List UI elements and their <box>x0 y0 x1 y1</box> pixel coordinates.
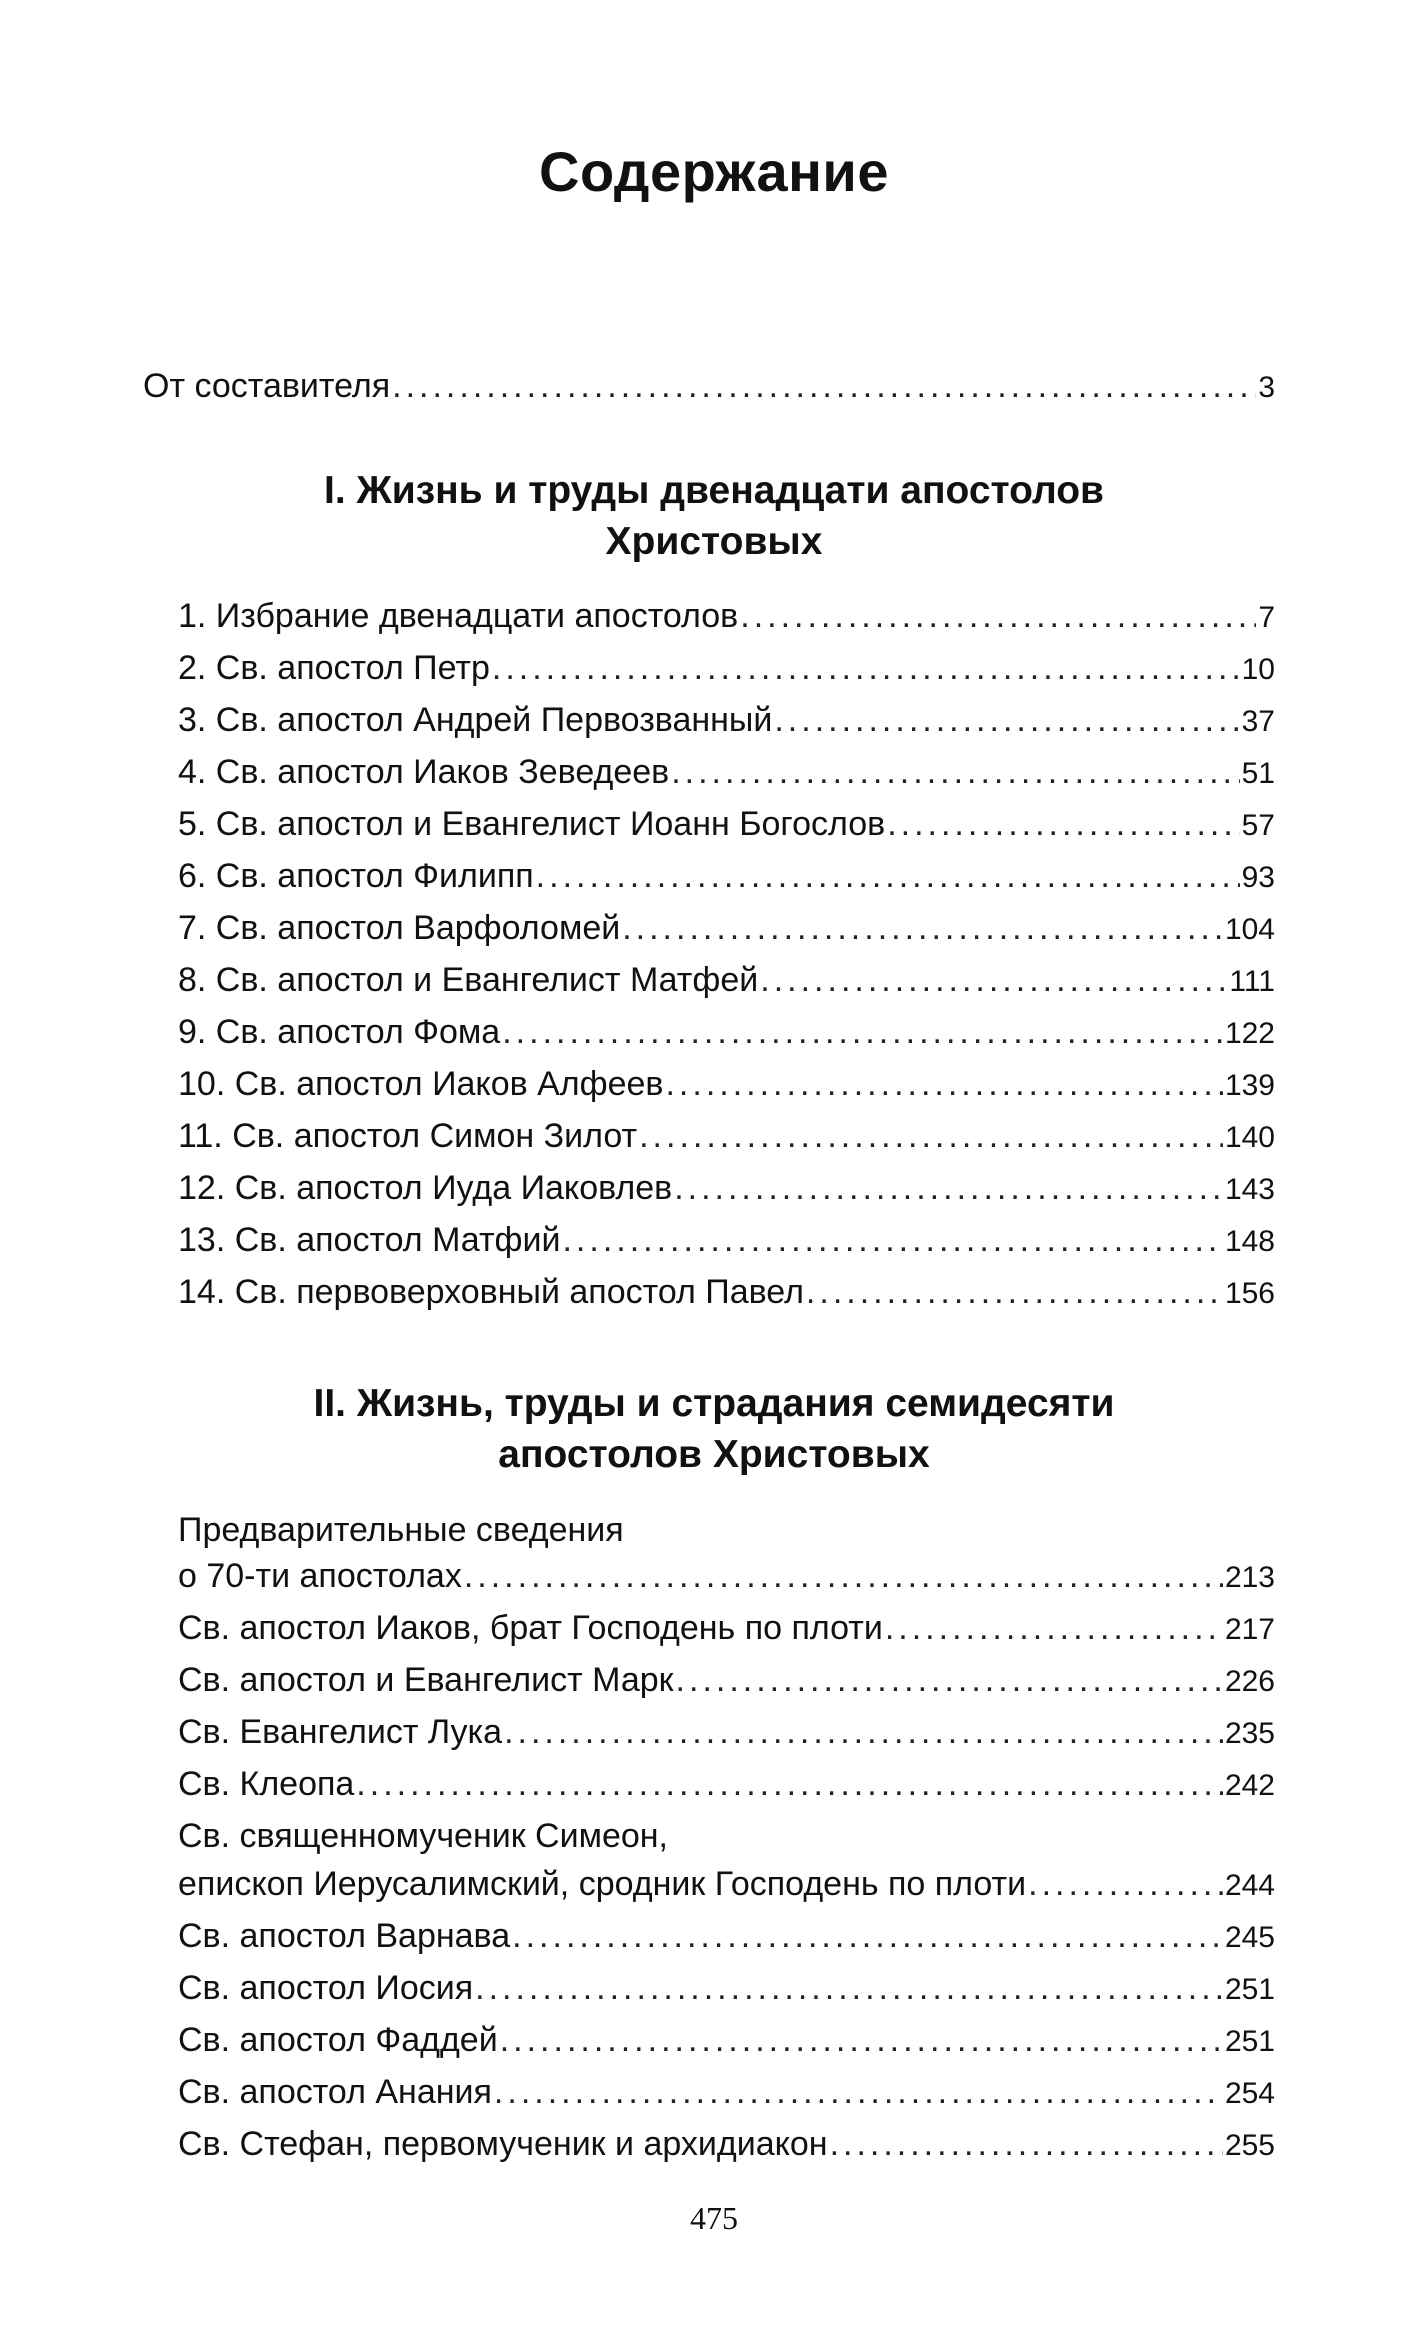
toc-entry-first-line: Св. священномученик Симеон, <box>178 1817 668 1855</box>
toc-entry-page: 57 <box>1241 809 1275 842</box>
toc-entry[interactable] <box>178 596 1275 638</box>
dot-leader <box>504 1712 1223 1752</box>
dot-leader <box>887 804 1239 844</box>
dot-leader <box>671 752 1239 792</box>
dot-leader <box>674 1168 1223 1208</box>
toc-entry-label: 4. Св. апостол Иаков Зеведеев <box>178 753 670 791</box>
dot-leader <box>500 2020 1223 2060</box>
toc-entry-label: Св. Стефан, первомученик и архидиакон <box>178 2125 828 2163</box>
dot-leader <box>464 1556 1223 1596</box>
toc-entry-page: 143 <box>1224 1173 1275 1206</box>
toc-entry[interactable] <box>178 700 1275 742</box>
dot-leader <box>665 1064 1222 1104</box>
dot-leader <box>494 2072 1223 2112</box>
dot-leader <box>622 908 1223 948</box>
toc-entry[interactable] <box>178 1168 1275 1210</box>
toc-entry[interactable] <box>178 1220 1275 1262</box>
dot-leader <box>806 1272 1223 1312</box>
toc-entry-page: 3 <box>1258 371 1275 404</box>
toc-entry-page: 51 <box>1241 757 1275 790</box>
toc-entry[interactable] <box>178 1712 1275 1754</box>
toc-entry-page: 242 <box>1224 1769 1275 1802</box>
toc-entry-label: От составителя <box>143 367 391 405</box>
toc-entry[interactable] <box>178 2124 1275 2166</box>
toc-entry-label: 12. Св. апостол Иуда Иаковлев <box>178 1169 673 1207</box>
toc-entry-label: Св. апостол Иосия <box>178 1969 474 2007</box>
toc-entry[interactable] <box>178 648 1275 690</box>
toc-entry-first-line: Предварительные сведения <box>178 1511 624 1549</box>
toc-entry-label: о 70-ти апостолах <box>178 1557 462 1595</box>
toc-entry-page: 139 <box>1224 1069 1275 1102</box>
section-1-heading-line1: I. Жизнь и труды двенадцати апостолов <box>323 469 1105 512</box>
toc-entry-label: 10. Св. апостол Иаков Алфеев <box>178 1065 664 1103</box>
toc-entry-page: 37 <box>1241 705 1275 738</box>
dot-leader <box>676 1660 1223 1700</box>
toc-entry[interactable] <box>178 960 1275 1002</box>
dot-leader <box>512 1916 1223 1956</box>
toc-entry[interactable] <box>178 1864 1275 1906</box>
dot-leader <box>502 1012 1223 1052</box>
dot-leader <box>774 700 1239 740</box>
dot-leader <box>760 960 1227 1000</box>
toc-entry-label: 6. Св. апостол Филипп <box>178 857 534 895</box>
toc-entry-intro[interactable] <box>143 366 1275 408</box>
toc-entry-page: 156 <box>1224 1277 1275 1310</box>
toc-entry[interactable] <box>178 804 1275 846</box>
section-2-heading-line1: II. Жизнь, труды и страдания семидесяти <box>313 1382 1115 1425</box>
toc-entry[interactable] <box>178 1012 1275 1054</box>
toc-entry-page: 235 <box>1224 1717 1275 1750</box>
dot-leader <box>392 366 1256 406</box>
toc-entry[interactable] <box>178 1968 1275 2010</box>
toc-entry-label: Св. апостол Варнава <box>178 1917 511 1955</box>
toc-entry-label: 11. Св. апостол Симон Зилот <box>178 1117 638 1155</box>
toc-entry-page: 255 <box>1224 2129 1275 2162</box>
toc-entry-page: 122 <box>1224 1017 1275 1050</box>
dot-leader <box>1028 1864 1223 1904</box>
toc-entry-label: епископ Иерусалимский, сродник Господень по плоти <box>178 1865 1027 1903</box>
toc-entry-page: 10 <box>1241 653 1275 686</box>
dot-leader <box>740 596 1256 636</box>
dot-leader <box>562 1220 1222 1260</box>
toc-entry-page: 244 <box>1224 1869 1275 1902</box>
toc-entry-label: Св. апостол Анания <box>178 2073 492 2111</box>
toc-entry-page: 93 <box>1241 861 1275 894</box>
toc-entry[interactable] <box>178 752 1275 794</box>
toc-entry[interactable] <box>178 1660 1275 1702</box>
toc-entry-label: Св. апостол Иаков, брат Господень по плоти <box>178 1609 883 1647</box>
section-2-heading-line2: апостолов Христовых <box>498 1433 930 1476</box>
toc-entry-label: 7. Св. апостол Варфоломей <box>178 909 621 947</box>
toc-entry[interactable] <box>178 1116 1275 1158</box>
toc-entry-page: 140 <box>1224 1121 1275 1154</box>
dot-leader <box>356 1764 1223 1804</box>
toc-entry-page: 104 <box>1224 913 1275 946</box>
dot-leader <box>885 1608 1223 1648</box>
toc-entry[interactable] <box>178 1272 1275 1314</box>
toc-entry[interactable] <box>178 2072 1275 2114</box>
toc-entry-label: 14. Св. первоверховный апостол Павел <box>178 1273 804 1311</box>
toc-entry-page: 148 <box>1224 1225 1275 1258</box>
dot-leader <box>639 1116 1223 1156</box>
toc-entry[interactable] <box>178 1608 1275 1650</box>
toc-entry-label: Св. апостол и Евангелист Марк <box>178 1661 674 1699</box>
toc-entry-label: 3. Св. апостол Андрей Первозванный <box>178 701 773 739</box>
toc-entry-label: Св. апостол Фаддей <box>178 2021 498 2059</box>
toc-entry-label: 1. Избрание двенадцати апостолов <box>178 597 739 635</box>
toc-entry-label: 8. Св. апостол и Евангелист Матфей <box>178 961 759 999</box>
toc-entry[interactable] <box>178 1764 1275 1806</box>
toc-entry[interactable] <box>178 2020 1275 2062</box>
toc-entry-page: 251 <box>1224 1973 1275 2006</box>
toc-entry-page: 251 <box>1224 2025 1275 2058</box>
dot-leader <box>830 2124 1223 2164</box>
toc-entry[interactable] <box>178 856 1275 898</box>
page-title: Содержание <box>539 140 889 203</box>
toc-entry-page: 245 <box>1224 1921 1275 1954</box>
toc-entry-page: 111 <box>1229 965 1275 998</box>
toc-entry[interactable] <box>178 1916 1275 1958</box>
toc-entry-label: 9. Св. апостол Фома <box>178 1013 501 1051</box>
dot-leader <box>475 1968 1223 2008</box>
toc-entry[interactable] <box>178 1064 1275 1106</box>
toc-entry[interactable] <box>178 1556 1275 1598</box>
toc-entry-page: 217 <box>1224 1613 1275 1646</box>
toc-entry-label: Св. Евангелист Лука <box>178 1713 503 1751</box>
toc-entry-label: 5. Св. апостол и Евангелист Иоанн Богослов <box>178 805 886 843</box>
toc-entry-page: 226 <box>1224 1665 1275 1698</box>
section-1-heading-line2: Христовых <box>605 520 823 563</box>
toc-entry-page: 213 <box>1224 1561 1275 1594</box>
toc-entry[interactable] <box>178 908 1275 950</box>
toc-entry-label: 2. Св. апостол Петр <box>178 649 490 687</box>
toc-entry-page: 7 <box>1258 601 1275 634</box>
dot-leader <box>492 648 1240 688</box>
page-number: 475 <box>690 2200 738 2236</box>
dot-leader <box>536 856 1240 896</box>
toc-entry-label: 13. Св. апостол Матфий <box>178 1221 561 1259</box>
toc-entry-page: 254 <box>1224 2077 1275 2110</box>
toc-entry-label: Св. Клеопа <box>178 1765 355 1803</box>
